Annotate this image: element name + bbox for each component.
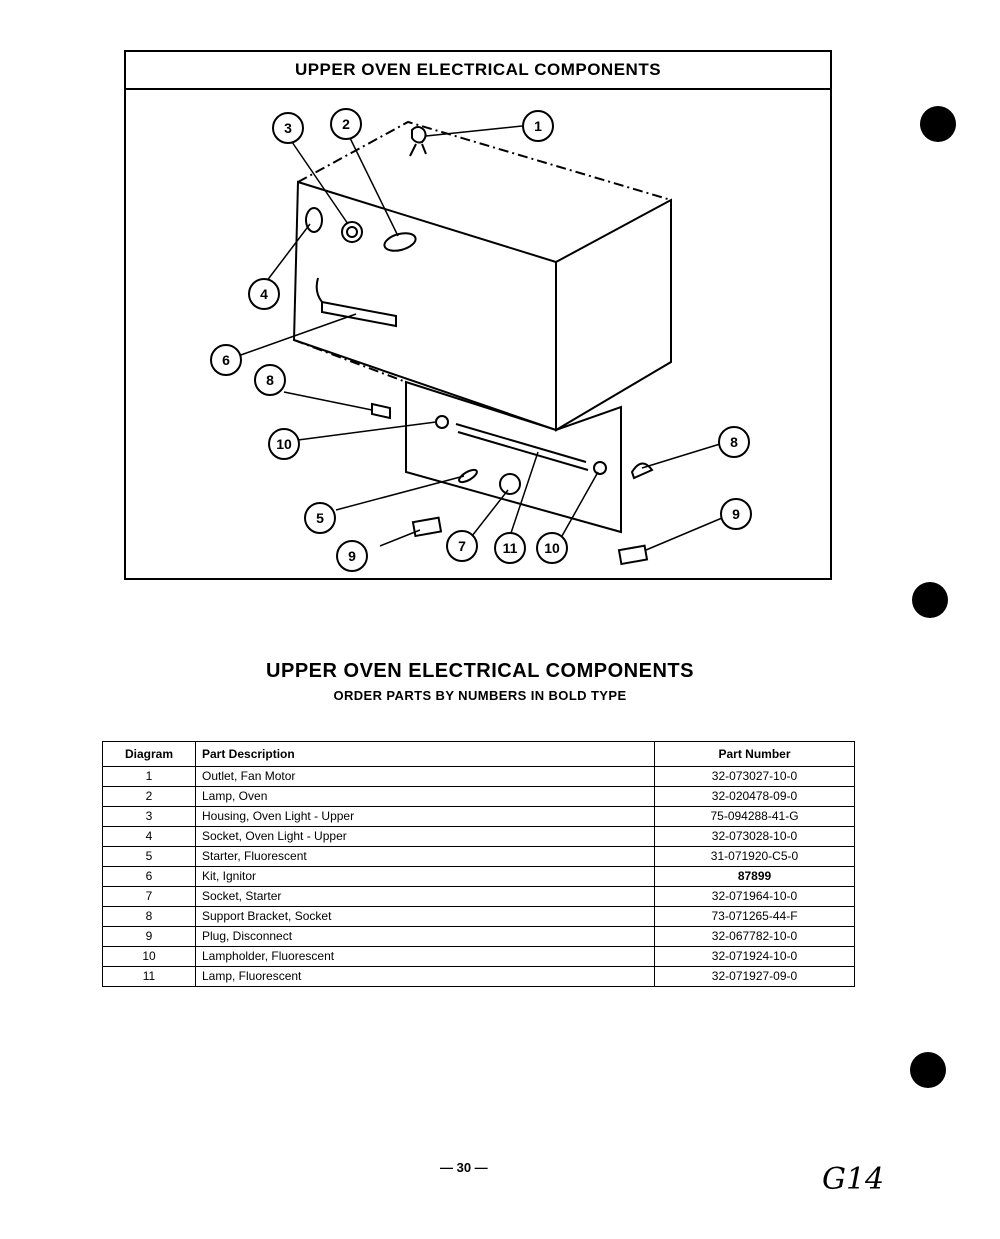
header-part-description: Part Description [196, 742, 655, 767]
oven-light-socket-part [306, 208, 322, 232]
fluorescent-lamp-part [456, 424, 588, 470]
fan-outlet-part [410, 127, 426, 156]
header-part-number: Part Number [655, 742, 855, 767]
table-row [103, 967, 855, 987]
table-row [103, 767, 855, 787]
row-part-number-cell: 31-071920-C5-0 [655, 847, 855, 867]
punch-hole-top [920, 106, 956, 142]
section-title: UPPER OVEN ELECTRICAL COMPONENTS [266, 660, 694, 682]
row-part-number-cell: 32-071927-09-0 [655, 967, 855, 987]
housing-front-face [294, 182, 556, 430]
row-part-number-cell: 32-067782-10-0 [655, 927, 855, 947]
row-description-cell: Lamp, Fluorescent [196, 967, 655, 987]
callout-8-right-label: 8 [730, 434, 738, 450]
row-part-number-cell: 32-073027-10-0 [655, 767, 855, 787]
row-description-cell: Lamp, Oven [196, 787, 655, 807]
table-row [103, 867, 855, 887]
oven-lamp-part [382, 230, 417, 254]
row-part-number-cell: 73-071265-44-F [655, 907, 855, 927]
row-description-cell: Plug, Disconnect [196, 927, 655, 947]
callout-2-label: 2 [342, 116, 350, 132]
lower-bracket [406, 382, 621, 532]
callout-10-left-label: 10 [276, 436, 292, 452]
table-row [103, 787, 855, 807]
callout-8-left-label: 8 [266, 372, 274, 388]
callout-6-label: 6 [222, 352, 230, 368]
row-description-cell: Kit, Ignitor [196, 867, 655, 887]
starter-part [457, 468, 478, 485]
callout-11-label: 11 [502, 540, 518, 556]
row-diagram-cell: 9 [103, 927, 196, 947]
row-diagram-cell: 8 [103, 907, 196, 927]
housing-side-face [556, 200, 671, 430]
row-diagram-cell: 11 [103, 967, 196, 987]
row-part-number-cell: 32-073028-10-0 [655, 827, 855, 847]
punch-hole-bottom [910, 1052, 946, 1088]
callout-7-label: 7 [458, 538, 466, 554]
row-diagram-cell: 7 [103, 887, 196, 907]
exploded-diagram [126, 52, 830, 578]
row-description-cell: Starter, Fluorescent [196, 847, 655, 867]
light-housing-part [342, 222, 362, 242]
callout-1-label: 1 [534, 118, 542, 134]
row-diagram-cell: 4 [103, 827, 196, 847]
starter-socket-part [500, 474, 520, 494]
row-description-cell: Housing, Oven Light - Upper [196, 807, 655, 827]
row-description-cell: Support Bracket, Socket [196, 907, 655, 927]
row-diagram-cell: 6 [103, 867, 196, 887]
row-diagram-cell: 1 [103, 767, 196, 787]
support-bracket-left [372, 404, 390, 418]
parts-table [102, 741, 855, 987]
table-row [103, 907, 855, 927]
lampholder-right [594, 462, 606, 474]
table-row [103, 887, 855, 907]
row-part-number-cell: 32-020478-09-0 [655, 787, 855, 807]
page-number: — 30 — [440, 1160, 488, 1175]
table-row [103, 847, 855, 867]
row-part-number-cell: 32-071924-10-0 [655, 947, 855, 967]
row-description-cell: Socket, Oven Light - Upper [196, 827, 655, 847]
callout-3-label: 3 [284, 120, 292, 136]
table-row [103, 927, 855, 947]
lampholder-left [436, 416, 448, 428]
table-row [103, 947, 855, 967]
callout-10-right-label: 10 [544, 540, 560, 556]
callout-9-left-label: 9 [348, 548, 356, 564]
punch-hole-middle [912, 582, 948, 618]
section-subtitle: ORDER PARTS BY NUMBERS IN BOLD TYPE [333, 688, 627, 703]
row-description-cell: Socket, Starter [196, 887, 655, 907]
row-description-cell: Lampholder, Fluorescent [196, 947, 655, 967]
exploded-diagram-panel [124, 50, 832, 580]
row-part-number-cell: 32-071964-10-0 [655, 887, 855, 907]
table-header-row [103, 742, 855, 767]
header-diagram: Diagram [103, 742, 196, 767]
callout-4-label: 4 [260, 286, 268, 302]
row-diagram-cell: 10 [103, 947, 196, 967]
row-part-number-cell: 87899 [655, 867, 855, 887]
table-row [103, 827, 855, 847]
ignitor-kit-part [317, 278, 396, 326]
disconnect-plug-right [619, 546, 647, 564]
table-row [103, 807, 855, 827]
callout-5-label: 5 [316, 510, 324, 526]
disconnect-plug-left [413, 518, 441, 536]
row-part-number-cell: 75-094288-41-G [655, 807, 855, 827]
row-diagram-cell: 2 [103, 787, 196, 807]
diagram-title: UPPER OVEN ELECTRICAL COMPONENTS [126, 52, 830, 90]
handwritten-code: G14 [822, 1162, 885, 1197]
row-diagram-cell: 5 [103, 847, 196, 867]
row-diagram-cell: 3 [103, 807, 196, 827]
callout-9-right-label: 9 [732, 506, 740, 522]
row-description-cell: Outlet, Fan Motor [196, 767, 655, 787]
